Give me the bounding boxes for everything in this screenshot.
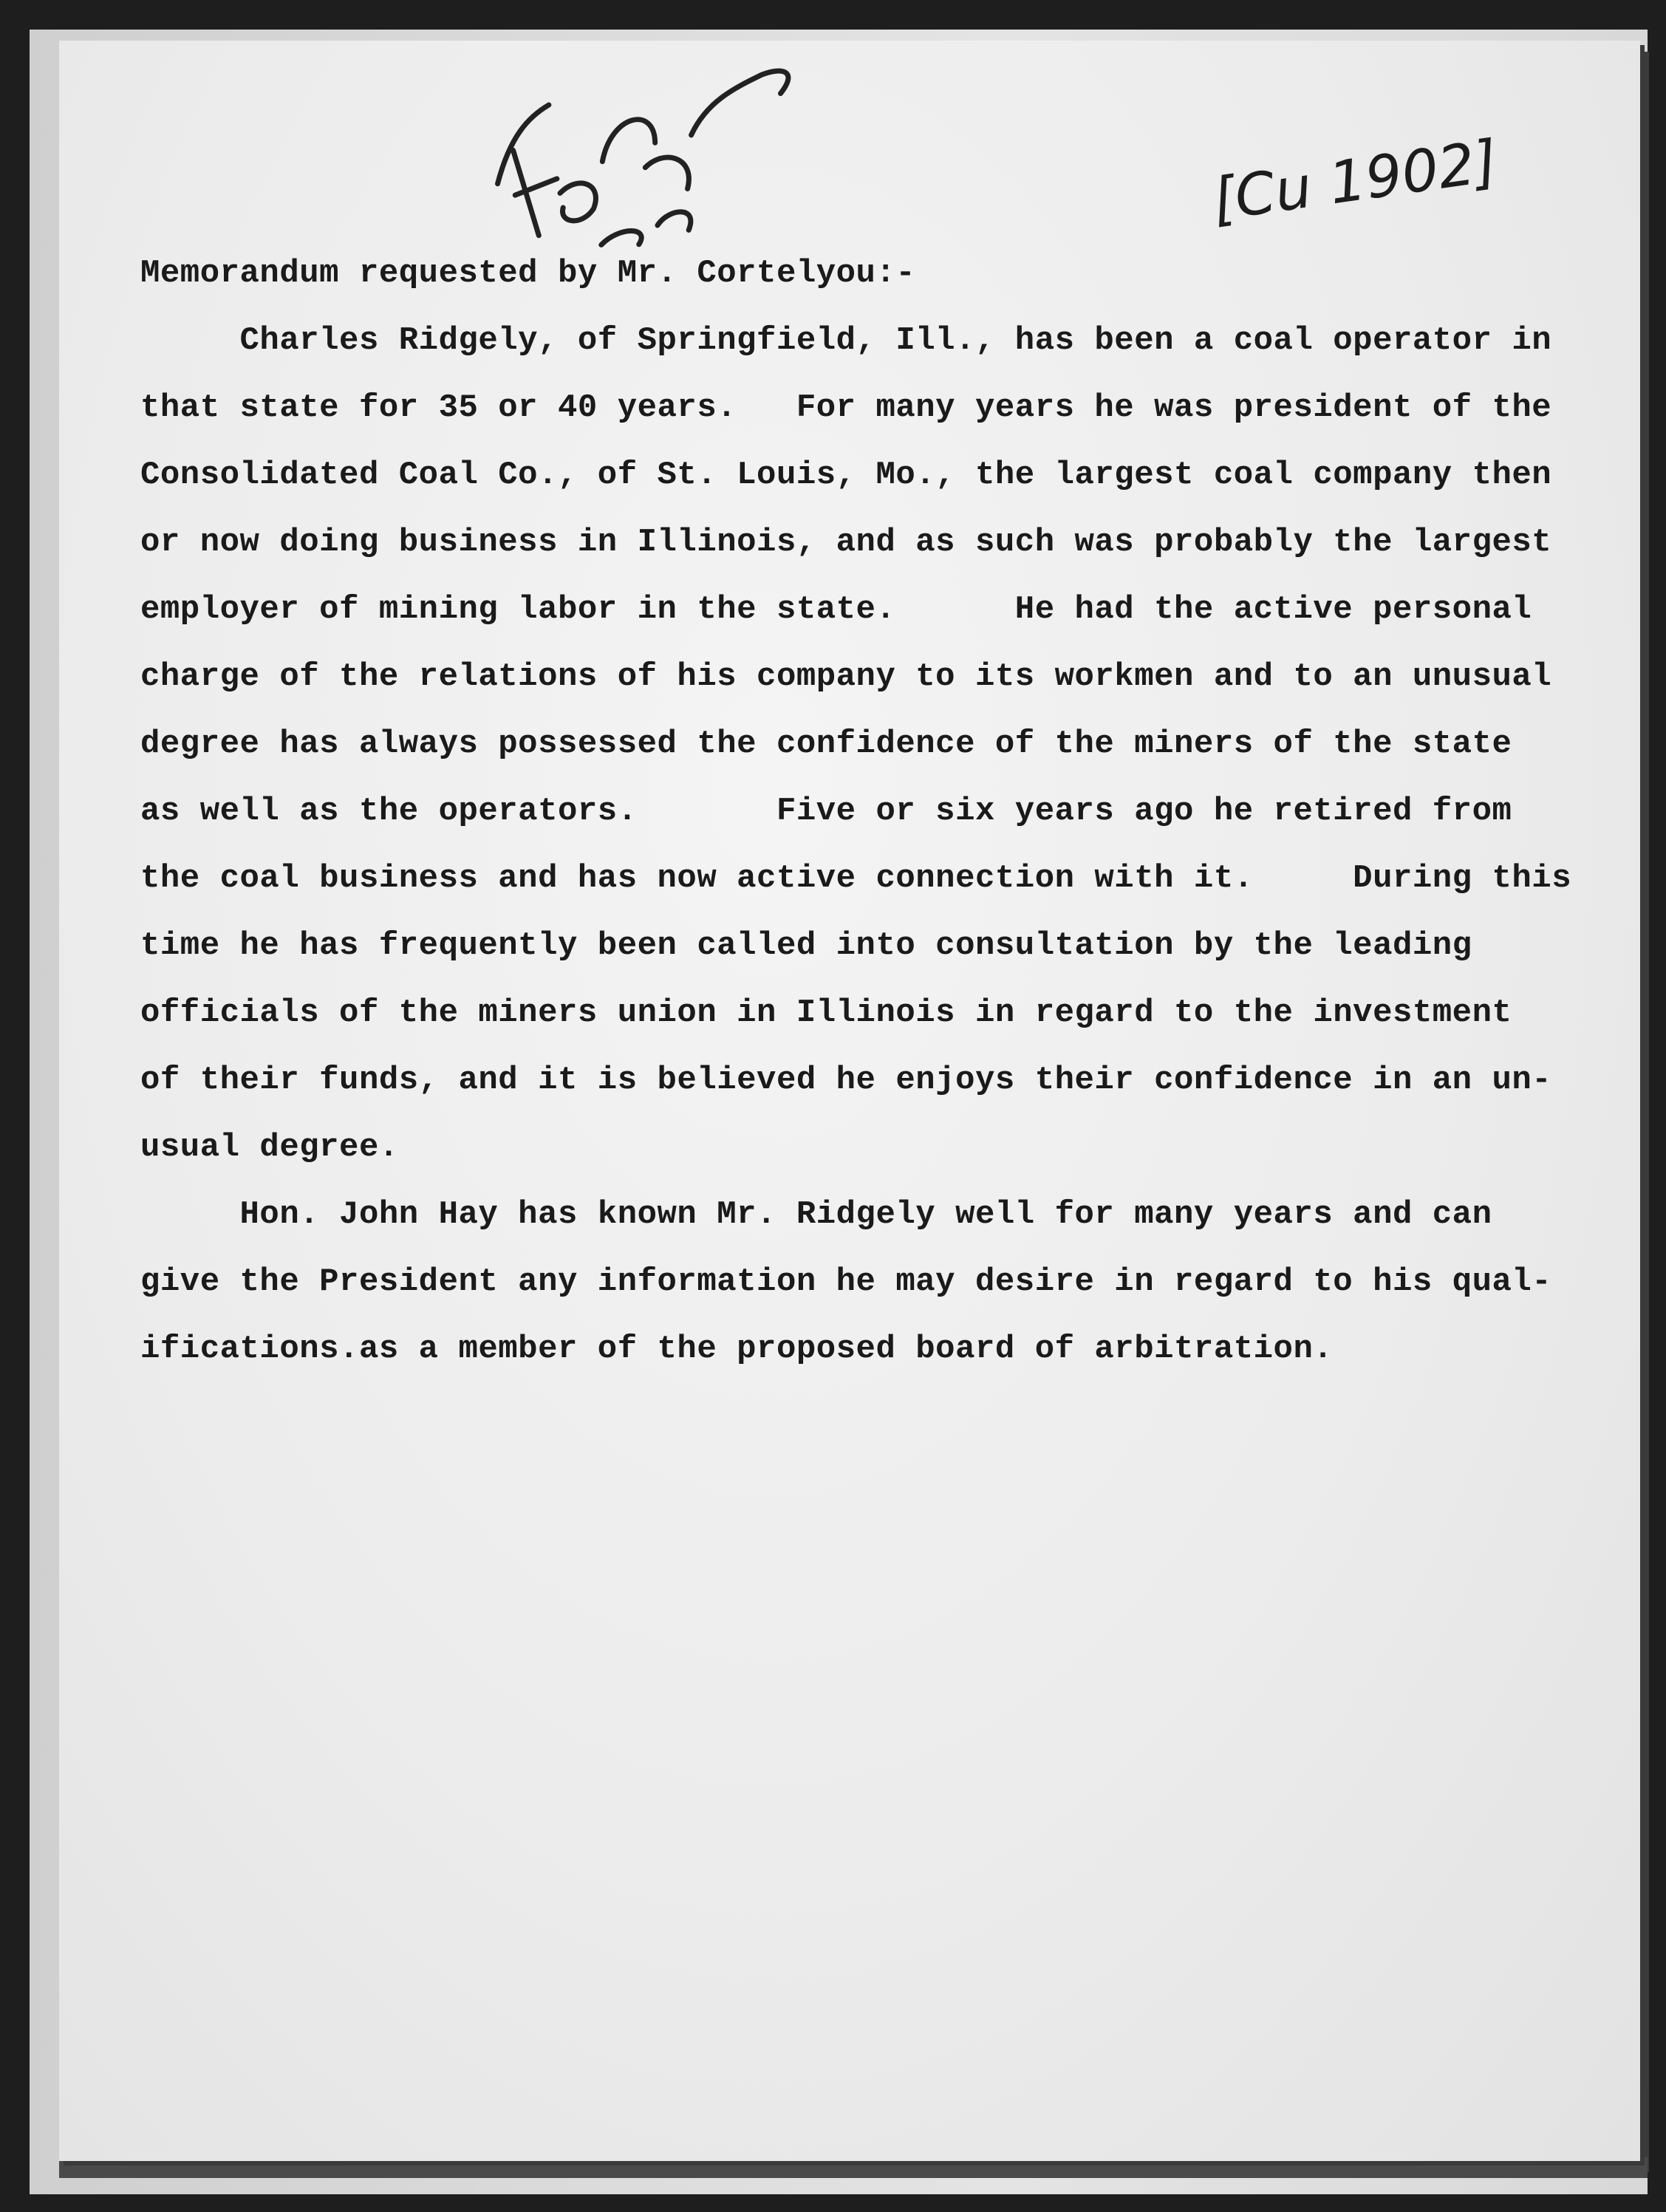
memo-line: employer of mining labor in the state. He had the active personal (140, 591, 1532, 628)
memo-line: ifications.as a member of the proposed board of arbitration. (140, 1331, 1334, 1368)
memo-line: charge of the relations of his company to its workmen and to an unusual (140, 658, 1552, 695)
memo-heading: Memorandum requested by Mr. Cortelyou:- (140, 255, 916, 292)
memo-line: Charles Ridgely, of Springfield, Ill., has been a coal operator in (140, 322, 1552, 359)
memo-line: Consolidated Coal Co., of St. Louis, Mo., the largest coal company then (140, 457, 1552, 494)
memo-line: Hon. John Hay has known Mr. Ridgely well for many years and can (140, 1196, 1492, 1233)
memo-line: give the President any information he may desire in regard to his qual- (140, 1263, 1552, 1300)
memo-line: of their funds, and it is believed he enjoys their confidence in an un- (140, 1062, 1552, 1099)
memo-line: time he has frequently been called into consultation by the leading (140, 927, 1472, 964)
memo-line: degree has always possessed the confidence of the miners of the state (140, 726, 1512, 762)
memo-line: that state for 35 or 40 years. For many years he was president of the (140, 389, 1552, 426)
memo-line: or now doing business in Illinois, and as such was probably the largest (140, 524, 1552, 561)
date-note: [Cu 1902] (1208, 128, 1502, 234)
memo-line: as well as the operators. Five or six years ago he retired from (140, 793, 1512, 830)
memo-line: usual degree. (140, 1129, 399, 1166)
memo-line: officials of the miners union in Illinois in regard to the investment (140, 994, 1512, 1031)
memo-body (140, 240, 1572, 1383)
memo-line: the coal business and has now active connection with it. During this (140, 860, 1572, 897)
